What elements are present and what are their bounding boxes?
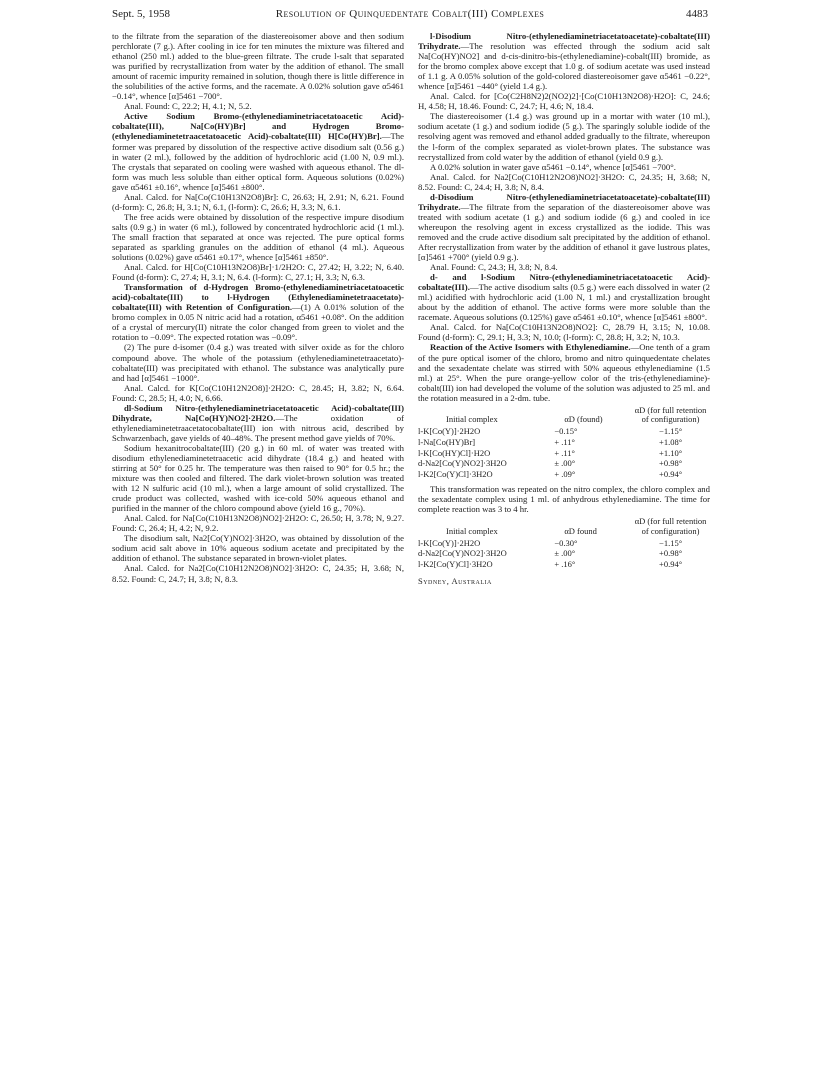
journal-date: Sept. 5, 1958 xyxy=(112,8,171,20)
table-cell: −1.15° xyxy=(659,426,683,437)
table-cell: ± .00° xyxy=(554,458,576,469)
rotation-table-2 xyxy=(418,517,710,570)
table-cell: +1.10° xyxy=(659,447,683,458)
table-cell: l-Na[Co(HY)Br] xyxy=(418,437,476,448)
table-row xyxy=(418,459,710,470)
section-heading: dl-Sodium Nitro-(ethylenediaminetriacetatoacetic Acid)-cobaltate(III) Dihydrate, Na[Co(HY)NO2]·2H2O. xyxy=(112,402,404,423)
table-cell: −0.15° xyxy=(554,426,578,437)
left-column xyxy=(112,31,404,584)
table-row xyxy=(418,438,710,449)
table-cell: d-Na2[Co(Y)NO2]·3H2O xyxy=(418,458,507,469)
analysis-line: Anal. Calcd. for K[Co(C10H12N2O8)]·2H2O: C, 28.45; H, 3.82; N, 6.64. Found: C, 28.5; H, 4.0; N, 6.66. xyxy=(112,382,404,403)
section-body: —The filtrate from the separation of the diastereoisomer above was treated with sodium acetate (1 g.) and sodium iodide (6 g.) and cooled in ice whereupon the resolving agent in excess crystallized as the iodide. This was removed and the crude active disodium salt precipitated by the addition of ethanol. After recrystallization from water by the addition of ethanol it gave lustrous plates, [α]5461 +700° (yield 0.9 g.). xyxy=(418,201,710,263)
section-paragraph xyxy=(112,111,404,191)
table-cell: + .16° xyxy=(554,558,576,569)
analysis-line: Anal. Calcd. for H[Co(C10H13N2O8)Br]·1/2H2O: C, 27.42; H, 3.22; N, 6.40. Found (d-form): C, 27.4; H, 3.1; N, 6.4. (l-form): C, 27.1; H, 3.3; N, 6.3. xyxy=(112,262,404,283)
paragraph: The free acids were obtained by dissolution of the respective impure disodium salts (0.9 g.) in water (6 ml.), followed by concentrated hydrochloric acid (1 ml.). The small fraction that separated at once was rejected. The pure optical forms separated as sparkling granules on the addition of ethanol (4 ml.). Aqueous solutions (0.02%) gave α5461 ±0.17°, whence [α]5461 ±850°. xyxy=(112,211,404,263)
section-body: —One tenth of a gram of the pure optical isomer of the chloro, bromo and nitro quinquedentate chelates and the sexadentate chelate was stirred with 50% aqueous ethylenediamine (1.5 ml.) at 25°. When the pure orange-yellow color of the tris-(ethylenediamine)-cobalt(III) ion had developed the volume of the solution was adjusted to 25 ml. and the rotation measured in a 2-dm. tube. xyxy=(418,342,710,403)
table-cell: l-K[Co(Y)]·2H2O xyxy=(418,426,481,437)
section-heading: l-Disodium Nitro-(ethylenediaminetriacetatoacetate)-cobaltate(III) Trihydrate. xyxy=(418,31,710,52)
column-header: αD found xyxy=(564,525,597,536)
table-row xyxy=(418,549,710,560)
analysis-line: Anal. Calcd. for Na[Co(C10H13N2O8)Br]: C, 26.63; H, 2.91; N, 6.21. Found (d-form): C, 26.8; H, 3.1; N, 6.1, (l-form): C, 26.6; H, 3.3; N, 6.1. xyxy=(112,191,404,212)
column-header: αD (for full retention of configuration) xyxy=(634,404,707,425)
table-cell: +0.98° xyxy=(659,548,683,559)
table-row xyxy=(418,538,710,549)
paragraph: The disodium salt, Na2[Co(Y)NO2]·3H2O, was obtained by dissolution of the sodium acid salt above in 10% aqueous sodium acetate and precipitated by the addition of ethanol. The substance separated in brown-violet plates. xyxy=(112,533,404,564)
right-column xyxy=(418,31,710,586)
section-paragraph xyxy=(418,31,710,91)
table-cell: −0.30° xyxy=(554,537,578,548)
analysis-line: Anal. Calcd. for Na[Co(C10H13N2O8)NO2]: C, 28.79 H, 3.15; N, 10.08. Found (d-form): C, 29.1; H, 3.3; N, 10.0; (l-form): C, 28.8; H, 3.2; N, 10.3. xyxy=(418,322,710,343)
table-row xyxy=(418,448,710,459)
table-row xyxy=(418,427,710,438)
section-body: —The active disodium salts (0.5 g.) were each dissolved in water (2 ml.) acidified with hydrochloric acid (1.00 N, 1 ml.) and crystallization brought about by the addition of ethanol. The active forms were more soluble than the racemate. Aqueous solutions (0.125%) gave α5461 ±0.10°, whence [α]5461 ±800°. xyxy=(418,282,710,323)
column-header: Initial complex xyxy=(446,414,498,425)
section-heading: Reaction of the Active Isomers with Ethylenediamine. xyxy=(430,342,631,353)
table-cell: l-K[Co(HY)Cl]·H2O xyxy=(418,447,491,458)
analysis-line: Anal. Found: C, 22.2; H, 4.1; N, 5.2. xyxy=(124,101,252,112)
section-body: —(1) A 0.01% solution of the bromo complex in 0.05 N nitric acid had a rotation, α5461 +0.08°. On the addition of a crystal of mercury(II) nitrate the color changed from green to violet and the rotation to −0.09°. The expected rotation was −0.09°. xyxy=(112,302,404,343)
paragraph: (2) The pure d-isomer (0.4 g.) was treated with silver oxide as for the chloro compound above. The whole of the potassium (ethylenediaminetetraacetato)-cobaltate(III) was precipitated with ethanol. The substance was analytically pure and had [α]5461 −1000°. xyxy=(112,342,404,383)
column-header: αD (for full retention of configuration) xyxy=(634,516,707,536)
section-body: —The oxidation of ethylenediaminetetraacetatocobaltate(III) ion with nitrous acid, described by Schwarzenbach, gave yields of 40–48%. The present method gave yields of 70%. xyxy=(112,412,404,443)
paragraph: This transformation was repeated on the nitro complex, the chloro complex and the sexadentate complex using 1 ml. of anhydrous ethylenediamine. The time for complete reaction was 3 to 4 hr. xyxy=(418,483,710,514)
section-heading: d- and l-Sodium Nitro-(ethylenediaminetriacetatoacetic Acid)-cobaltate(III). xyxy=(418,272,710,293)
table-cell: +0.98° xyxy=(659,458,683,469)
analysis-line: Anal. Calcd. for Na2[Co(C10H12N2O8)NO2]·3H2O: C, 24.35; H, 3.68; N, 8.52. Found: C, 24.7; H, 3.8; N, 8.3. xyxy=(112,563,404,584)
analysis-line: Anal. Calcd. for Na[Co(C10H13N2O8)NO2]·2H2O: C, 26.50; H, 3.78; N, 9.27. Found: C, 26.4; H, 4.2; N, 9.2. xyxy=(112,513,404,534)
table-cell: + .11° xyxy=(554,447,575,458)
analysis-line: Anal. Found: C, 24.3; H, 3.8; N, 8.4. xyxy=(430,262,558,273)
section-heading: d-Disodium Nitro-(ethylenediaminetriacetatoacetate)-cobaltate(III) Trihydrate. xyxy=(418,191,710,212)
analysis-line: Anal. Calcd. for [Co(C2H8N2)2(NO2)2]·[Co(C10H13N2O8)·H2O]: C, 24.6; H, 4.58; H, 18.46. Found: C, 24.7; H, 4.6; N, 18.4. xyxy=(418,91,710,112)
table-cell: l-K2[Co(Y)Cl]·3H2O xyxy=(418,468,493,479)
section-heading: Active Sodium Bromo-(ethylenediaminetriacetatoacetic Acid)-cobaltate(III), Na[Co(HY)Br] and Hydrogen Bromo-(ethylenediaminetetraacetatoacetic Acid)-cobaltate(III) H[Co(HY)Br]. xyxy=(112,111,404,142)
column-header: Initial complex xyxy=(446,525,498,536)
paragraph: A 0.02% solution in water gave α5461 −0.14°, whence [α]5461 −700°. xyxy=(430,161,676,172)
section-paragraph xyxy=(112,403,404,443)
column-header: αD (found) xyxy=(564,414,603,425)
running-title: Resolution of Quinquedentate Cobalt(III) Complexes xyxy=(275,8,545,20)
table-cell: ± .00° xyxy=(554,548,576,559)
table-row xyxy=(418,559,710,570)
page-header xyxy=(112,8,708,24)
section-body: —The resolution was effected through the sodium acid salt Na[Co(HY)NO2] and d-cis-dinitro-bis-(ethylenediamine)-cobalt(III) bromide, as for the bromo complex above except that 1.0 g. of sodium acetate was used instead of 1.1 g. A 0.05% solution of the gold-colored diastereoisomer gave α5461 −0.22°, whence [α]5461 −440° (yield 1.4 g.). xyxy=(418,41,710,92)
section-heading: Transformation of d-Hydrogen Bromo-(ethylenediaminetriacetatoacetic acid)-cobaltate(III) to l-Hydrogen (Ethylenediaminetetraacetato)-cobaltate(III) with Retention of Configuration. xyxy=(112,282,404,313)
paragraph: to the filtrate from the separation of the diastereoisomer above and then sodium perchlorate (7 g.). After cooling in ice for ten minutes the mixture was filtered and ethanol (250 ml.) added to the blue-green filtrate. The crude l-salt that separated was purified by recrystallization from water by the addition of ethanol. The small amount of racemic impurity remained in solution, though there is little difference in the solubilities of the active forms, and the racemate. A 0.02% solution gave α5461 −0.14°, whence [α]5461 −700°. xyxy=(112,31,404,102)
page-number: 4483 xyxy=(686,8,708,20)
section-paragraph xyxy=(418,272,710,322)
table-cell: + .09° xyxy=(554,468,576,479)
paragraph: The diastereoisomer (1.4 g.) was ground up in a mortar with water (10 ml.), sodium acetate (1 g.) and sodium iodide (5 g.). The sparingly soluble iodide of the resolving agent was removed and ethanol added gradually to the filtrate, whereupon the l-form of the complex separated as violet-brown plates. The substance was recrystallized from cold water by the addition of ethanol (yield 0.9 g.). xyxy=(418,111,710,162)
table-row xyxy=(418,469,710,480)
paragraph: Sodium hexanitrocobaltate(III) (20 g.) in 60 ml. of water was treated with disodium ethylenediaminetetraacetic acid dihydrate (18.4 g.) and heated with stirring at 50° for 0.25 hr. The temperature was then raised to 90° for 0.5 hr.; the mixture was then cooled and filtered. The dark violet-brown solution was treated with 12 N sulfuric acid (10 ml.), when a large amount of solid crystallized. The crude product was collected, washed with ice-cold 50% aqueous ethanol and purified in the manner of the chloro compound above (yield 16 g., 70%). xyxy=(112,442,404,514)
table-cell: d-Na2[Co(Y)NO2]·3H2O xyxy=(418,548,507,559)
table-cell: +0.94° xyxy=(659,558,683,569)
table-header-row xyxy=(418,517,710,538)
section-paragraph xyxy=(418,192,710,262)
author-affiliation: Sydney, Australia xyxy=(418,576,492,586)
section-paragraph xyxy=(112,282,404,342)
table-cell: −1.15° xyxy=(659,537,683,548)
section-paragraph xyxy=(418,342,710,402)
table-cell: l-K2[Co(Y)Cl]·3H2O xyxy=(418,558,493,569)
analysis-line: Anal. Calcd. for Na2[Co(C10H12N2O8)NO2]·3H2O: C, 24.35; H, 3.68; N, 8.52. Found: C, 24.4; H, 3.8; N, 8.4. xyxy=(418,171,710,192)
table-cell: + .11° xyxy=(554,437,575,448)
table-cell: +0.94° xyxy=(659,468,683,479)
section-body: —The former was prepared by dissolution of the respective active disodium salt (0.56 g.) in water (2 ml.), followed by the addition of hydrochloric acid (1.00 N, 0.9 ml.). The crystals that separated on cooling were washed with aqueous ethanol. The dl-form was much less soluble than either optical form. Aqueous solutions (0.02%) gave α5461 ±0.16°, whence [α]5461 ±800°. xyxy=(112,131,404,192)
rotation-table-1 xyxy=(418,406,710,480)
table-cell: +1.08° xyxy=(659,437,683,448)
table-cell: l-K[Co(Y)]·2H2O xyxy=(418,537,481,548)
table-header-row xyxy=(418,406,710,427)
